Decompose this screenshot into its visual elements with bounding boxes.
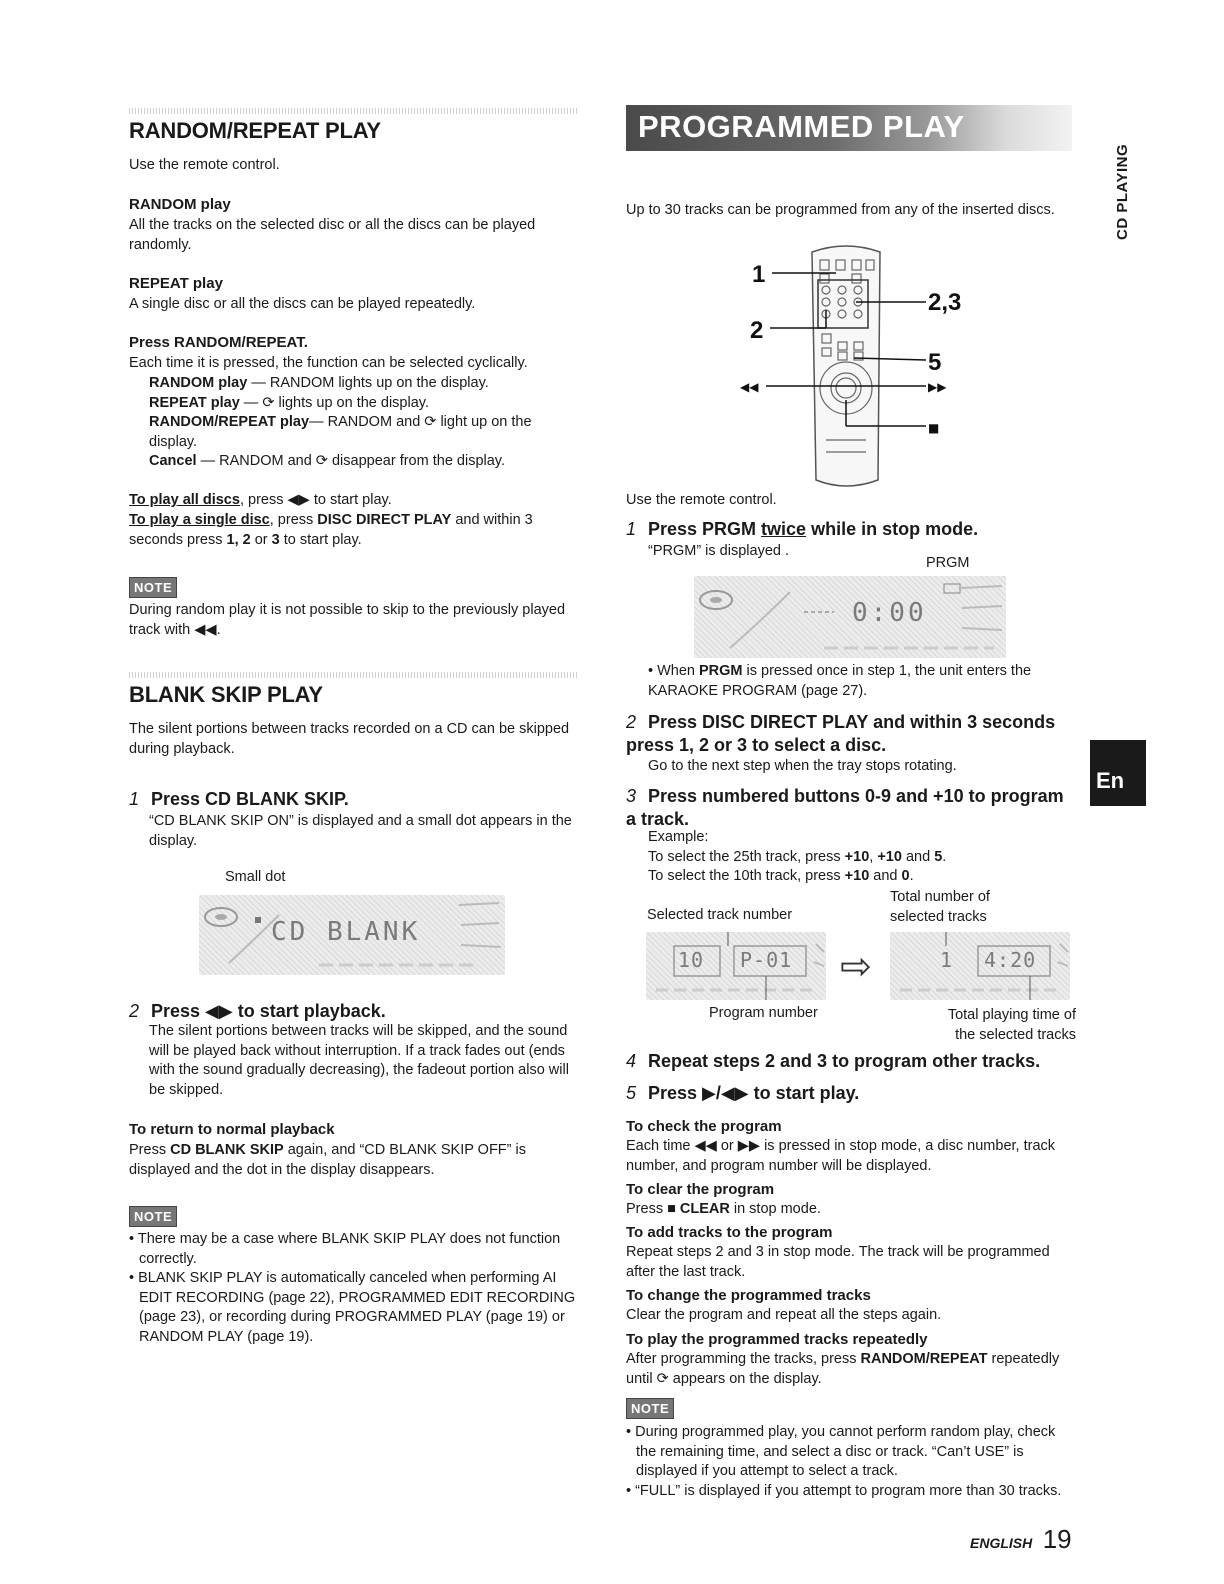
label-program-number: Program number [709, 1005, 818, 1021]
prgm-label: PRGM [926, 555, 970, 571]
lcd-decoration [646, 932, 826, 1000]
note-badge: NOTE [129, 577, 177, 598]
return-normal-heading: To return to normal playback [129, 1121, 335, 1138]
change-tracks-text: Clear the program and repeat all the steps again. [626, 1307, 942, 1323]
lcd-decoration [694, 576, 1006, 658]
clear-program-heading: To clear the program [626, 1181, 775, 1198]
check-program-heading: To check the program [626, 1118, 782, 1135]
note-item: • During programmed play, you cannot perform random play, check the remaining time, and select a disc or track. “Can’t USE” is displayed if you attempt to select a track. [626, 1424, 1056, 1480]
mode-item: RANDOM/REPEAT play— RANDOM and ⟳ light up on the display. [149, 414, 532, 450]
prog-step1-text: “PRGM” is displayed . [648, 543, 790, 559]
lcd-track-number: 10 [678, 948, 705, 972]
prog-step1-bullet: • When PRGM is pressed once in step 1, the unit enters the KARAOKE PROGRAM (page 27). [648, 663, 1032, 699]
play-all-discs: To play all discs, press ◀▶ to start play. [129, 492, 392, 508]
blank-step1-title: 1 Press CD BLANK SKIP. [129, 789, 349, 809]
add-tracks-heading: To add tracks to the program [626, 1224, 833, 1241]
label-total-time: Total playing time of the selected tracks [947, 1007, 1076, 1043]
lcd-program-code: P-01 [740, 948, 793, 972]
mode-item: RANDOM play — RANDOM lights up on the display. [149, 375, 489, 391]
note-item: • There may be a case where BLANK SKIP PLAY does not function correctly. [129, 1231, 561, 1267]
lcd-total-playtime: 4:20 [984, 948, 1037, 972]
callout-2: 2 [750, 317, 764, 344]
press-random-repeat-heading: Press RANDOM/REPEAT. [129, 334, 308, 351]
lcd-blank-skip [199, 895, 505, 975]
change-tracks-heading: To change the programmed tracks [626, 1287, 871, 1304]
lcd-program-number [646, 932, 826, 1000]
small-dot-label: Small dot [225, 869, 286, 885]
prog-step3-title: 3 Press numbered buttons 0-9 and +10 to program a track. [626, 786, 1064, 829]
blank-notes [129, 1230, 577, 1348]
random-play-heading: RANDOM play [129, 196, 231, 213]
repeat-tracks-heading: To play the programmed tracks repeatedly [626, 1331, 928, 1348]
note-badge: NOTE [129, 1206, 177, 1227]
lcd-decoration [890, 932, 1070, 1000]
language-tab: En [1090, 740, 1146, 806]
note-badge: NOTE [626, 1398, 674, 1419]
remote-control-illustration [726, 240, 1066, 495]
lcd-blank-text: CD BLANK [271, 917, 421, 947]
repeat-play-text: A single disc or all the discs can be played repeatedly. [129, 296, 476, 312]
prog-step3-examples: Example: To select the 25th track, press +10, +10 and 5. To select the 10th track, press +10 and 0. [648, 829, 947, 885]
blank-skip-intro: The silent portions between tracks recorded on a CD can be skipped during playback. [129, 721, 570, 757]
label-selected-track: Selected track number [647, 907, 793, 923]
lcd-total-count: 1 [940, 948, 954, 972]
press-random-repeat-text: Each time it is pressed, the function can be selected cyclically. [129, 355, 528, 371]
section-divider [129, 108, 577, 114]
callout-2-3: 2,3 [928, 289, 962, 316]
note-item: • “FULL” is displayed if you attempt to program more than 30 tracks. [626, 1482, 1062, 1499]
prog-step5-title: 5 Press ▶/◀▶ to start play. [626, 1083, 860, 1103]
random-play-text: All the tracks on the selected disc or all the discs can be played randomly. [129, 217, 536, 253]
cd-playing-side-label: CD PLAYING [1114, 143, 1131, 240]
callout-fast-forward: ▶▶ [928, 380, 947, 394]
mode-item: REPEAT play — ⟳ lights up on the display. [149, 394, 429, 411]
programmed-notes [626, 1423, 1074, 1501]
repeat-play-heading: REPEAT play [129, 275, 223, 292]
programmed-play-banner: PROGRAMMED PLAY [626, 105, 1072, 151]
random-repeat-intro: Use the remote control. [129, 157, 280, 173]
repeat-tracks-text: After programming the tracks, press RANDOM/REPEAT repeatedly until ⟳ appears on the display. [626, 1351, 1060, 1387]
section-divider [129, 672, 577, 678]
arrow-icon: ⇨ [840, 944, 872, 988]
label-total-number: Total number of selected tracks [890, 889, 990, 925]
lcd-total-time [890, 932, 1070, 1000]
lcd-prgm-time: 0:00 [852, 598, 927, 628]
callout-5: 5 [928, 349, 942, 376]
page-footer [970, 1524, 1072, 1555]
footer-language: ENGLISH [970, 1535, 1033, 1551]
blank-step2-title: 2 Press ◀▶ to start playback. [129, 1001, 386, 1021]
blank-skip-title: BLANK SKIP PLAY [129, 682, 323, 707]
lcd-prgm [694, 576, 1006, 658]
note-item: • BLANK SKIP PLAY is automatically canceled when performing AI EDIT RECORDING (page 22), PROGRAMMED EDIT RECORDING (page 23), or recording during PROGRAMMED PLAY (page 19) or RANDOM PLAY (page 19). [129, 1270, 576, 1345]
play-single-disc: To play a single disc, press DISC DIRECT PLAY and within 3 seconds press 1, 2 or 3 to start play. [129, 512, 533, 548]
programmed-intro: Up to 30 tracks can be programmed from any of the inserted discs. [626, 202, 1055, 218]
remote-caption: Use the remote control. [626, 492, 777, 508]
mode-item: Cancel — RANDOM and ⟳ disappear from the display. [149, 453, 506, 470]
prog-step4-title: 4 Repeat steps 2 and 3 to program other tracks. [626, 1051, 1041, 1071]
check-program-text: Each time ◀◀ or ▶▶ is pressed in stop mode, a disc number, track number, and program number will be displayed. [626, 1138, 1056, 1174]
prog-step1-title: 1 Press PRGM twice while in stop mode. [626, 519, 979, 539]
clear-program-text: Press ■ CLEAR in stop mode. [626, 1201, 821, 1217]
prog-step2-text: Go to the next step when the tray stops rotating. [648, 758, 957, 774]
blank-step1-text: “CD BLANK SKIP ON” is displayed and a small dot appears in the display. [149, 813, 572, 849]
callout-rewind: ◀◀ [740, 380, 759, 394]
return-normal-text: Press CD BLANK SKIP again, and “CD BLANK SKIP OFF” is displayed and the dot in the display disappears. [129, 1142, 526, 1178]
random-note-text: During random play it is not possible to skip to the previously played track with ◀◀. [129, 602, 566, 638]
callout-stop: ■ [928, 421, 940, 435]
random-repeat-title: RANDOM/REPEAT PLAY [129, 118, 381, 143]
prog-step2-title: 2 Press DISC DIRECT PLAY and within 3 seconds press 1, 2 or 3 to select a disc. [626, 712, 1056, 755]
blank-step2-text: The silent portions between tracks will be skipped, and the sound will be played back without interruption. If a track fades out (ends with the sound gradually decreasing), the fadeout portion also will be skipped. [149, 1023, 569, 1098]
page-number: 19 [1042, 1524, 1072, 1554]
callout-1: 1 [752, 261, 766, 288]
add-tracks-text: Repeat steps 2 and 3 in stop mode. The track will be programmed after the last track. [626, 1244, 1050, 1280]
mode-list [149, 374, 577, 472]
